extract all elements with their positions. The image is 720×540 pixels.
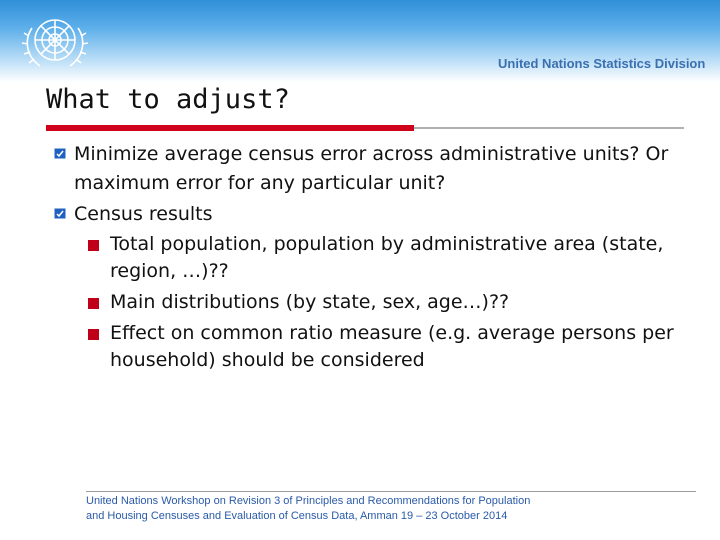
sub-list-item — [110, 289, 694, 316]
footer-caption — [86, 494, 606, 524]
bullet-text: Minimize average census error across administrative units? Or maximum error for any particular unit? — [74, 143, 669, 194]
title-underline-rule — [414, 127, 684, 129]
list-item — [54, 200, 694, 229]
sub-list-item — [110, 231, 694, 285]
checkbox-bullet-icon — [54, 208, 67, 220]
footer-line: United Nations Workshop on Revision 3 of Principles and Recommendations for Population — [86, 495, 531, 507]
footer-line: and Housing Censuses and Evaluation of Census Data, Amman 19 – 23 October 2014 — [86, 510, 508, 522]
slide-title: What to adjust? — [46, 84, 290, 115]
un-emblem-icon — [14, 6, 96, 78]
sub-list-item — [110, 320, 694, 374]
organization-name: United Nations Statistics Division — [498, 56, 706, 71]
checkbox-bullet-icon — [54, 148, 67, 160]
sub-bullet-text: Main distributions (by state, sex, age…)?? — [110, 291, 510, 313]
sub-bullet-text: Total population, population by administrative area (state, region, …)?? — [110, 233, 664, 282]
square-bullet-icon — [88, 240, 99, 251]
bullet-text: Census results — [74, 203, 213, 225]
sub-bullet-text: Effect on common ratio measure (e.g. average persons per household) should be considered — [110, 322, 674, 371]
bullet-list — [54, 140, 694, 378]
square-bullet-icon — [88, 298, 99, 309]
footer-divider — [86, 491, 696, 492]
title-underline-accent — [46, 125, 414, 131]
list-item — [54, 140, 694, 198]
square-bullet-icon — [88, 329, 99, 340]
